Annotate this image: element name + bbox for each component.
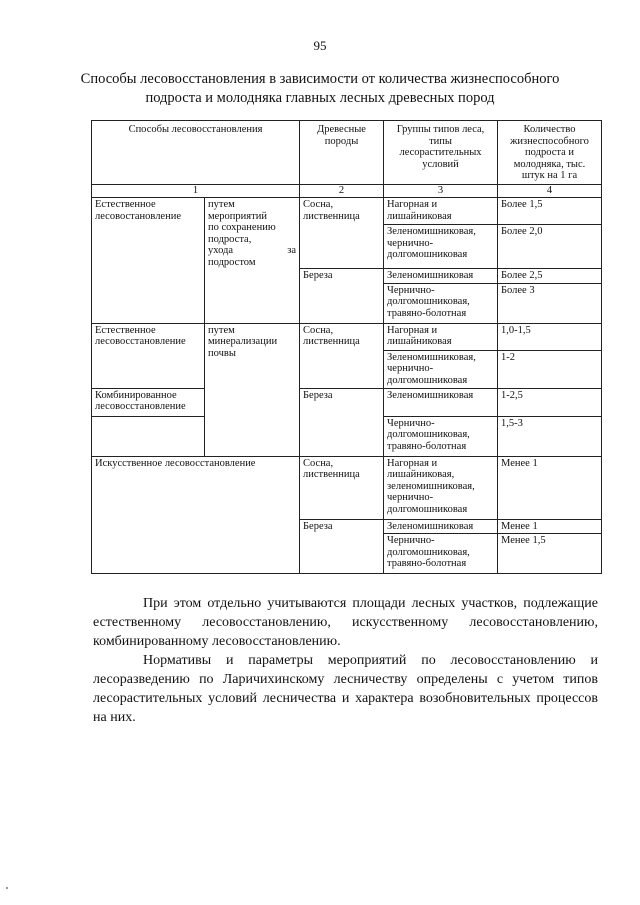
quantity-cell: 1-2,5: [498, 388, 602, 416]
column-number-row: [92, 185, 602, 198]
method-detail-line: ухода за: [208, 245, 297, 256]
forest-group-cell: Чернично-долгомошниковая, травяно-болотная: [384, 534, 498, 574]
forest-group-cell: Нагорная и лишайниковая: [384, 323, 498, 350]
method-detail-line: по сохранению: [208, 222, 276, 233]
table-row: [92, 323, 602, 350]
scan-mark: [6, 887, 8, 889]
header-methods: Способы лесовосстановления: [92, 121, 300, 185]
forest-group-cell: Нагорная и лишайниковая: [384, 198, 498, 225]
table-row: [92, 456, 602, 519]
quantity-cell: Менее 1,5: [498, 534, 602, 574]
column-number: 2: [300, 185, 384, 198]
forest-group-cell: Зеленомишниковая: [384, 388, 498, 416]
quantity-cell: Менее 1: [498, 519, 602, 534]
table-title: [70, 70, 570, 108]
table-title-line-1: Способы лесовосстановления в зависимости от количества жизнеспособного: [80, 71, 560, 87]
body-paragraph-1: При этом отдельно учитываются площади лесных участков, подлежащие естественному лесовосстановлению, искусственному лесовосстановлению, комбинированному лесовосстановлению.: [93, 596, 598, 649]
table-header-row: [92, 121, 602, 185]
body-paragraph-2: Нормативы и параметры мероприятий по лесовосстановлению и лесоразведению по Ларичихинскому лесничеству определены с учетом типов лесорастительных условий лесничества и характера возобновительных процессов на них.: [93, 653, 598, 725]
method-detail-mineral: путем минерализации почвы: [205, 323, 300, 456]
method-natural-care: Естественное лесовостановление: [92, 198, 205, 324]
quantity-cell: Более 3: [498, 283, 602, 323]
method-combined: Комбинированное лесовосстановление: [92, 388, 205, 416]
method-detail-line: подроста,: [208, 233, 252, 245]
forest-group-cell: Чернично-долгомошниковая, травяно-болотная: [384, 283, 498, 323]
species-cell: Сосна, лиственница: [300, 456, 384, 519]
column-number: 4: [498, 185, 602, 198]
forest-group-cell: Зеленомишниковая: [384, 269, 498, 284]
table-row: [92, 198, 602, 225]
method-detail-care: [205, 198, 300, 324]
forest-group-cell: Зеленомишниковая, чернично-долгомошниковая: [384, 350, 498, 388]
method-natural-mineral: Естественное лесовосстановление: [92, 323, 205, 388]
header-forest-groups: Группы типов леса, типы лесорастительных условий: [384, 121, 498, 185]
method-artificial: Искусственное лесовосстановление: [92, 456, 300, 574]
forest-group-cell: Зеленомишниковая: [384, 519, 498, 534]
quantity-cell: 1,5-3: [498, 416, 602, 456]
reforestation-table: [91, 120, 602, 574]
method-detail-line: путем: [208, 199, 235, 210]
species-cell: Береза: [300, 269, 384, 324]
quantity-cell: Более 2,0: [498, 225, 602, 269]
table-row: [92, 388, 602, 416]
column-number: 1: [92, 185, 300, 198]
species-cell: Сосна, лиственница: [300, 323, 384, 388]
page-number: 95: [313, 38, 327, 53]
quantity-cell: 1,0-1,5: [498, 323, 602, 350]
column-number: 3: [384, 185, 498, 198]
method-combined-blank: [92, 416, 205, 456]
forest-group-cell: Зеленомишниковая, чернично-долгомошниковая: [384, 225, 498, 269]
quantity-cell: Более 2,5: [498, 269, 602, 284]
forest-group-cell: Нагорная и лишайниковая, зеленомишниковая, чернично-долгомошниковая: [384, 456, 498, 519]
table-title-line-2: подроста и молодняка главных лесных древесных пород: [145, 90, 495, 106]
species-cell: Сосна, лиственница: [300, 198, 384, 269]
species-cell: Береза: [300, 388, 384, 456]
method-detail-line: подростом: [208, 256, 256, 268]
quantity-cell: Менее 1: [498, 456, 602, 519]
method-detail-line: мероприятий: [208, 210, 267, 222]
forest-group-cell: Чернично-долгомошниковая, травяно-болотная: [384, 416, 498, 456]
header-species: Древесные породы: [300, 121, 384, 185]
header-quantity: Количество жизнеспособного подроста и молодняка, тыс. штук на 1 га: [498, 121, 602, 185]
quantity-cell: Более 1,5: [498, 198, 602, 225]
quantity-cell: 1-2: [498, 350, 602, 388]
species-cell: Береза: [300, 519, 384, 574]
